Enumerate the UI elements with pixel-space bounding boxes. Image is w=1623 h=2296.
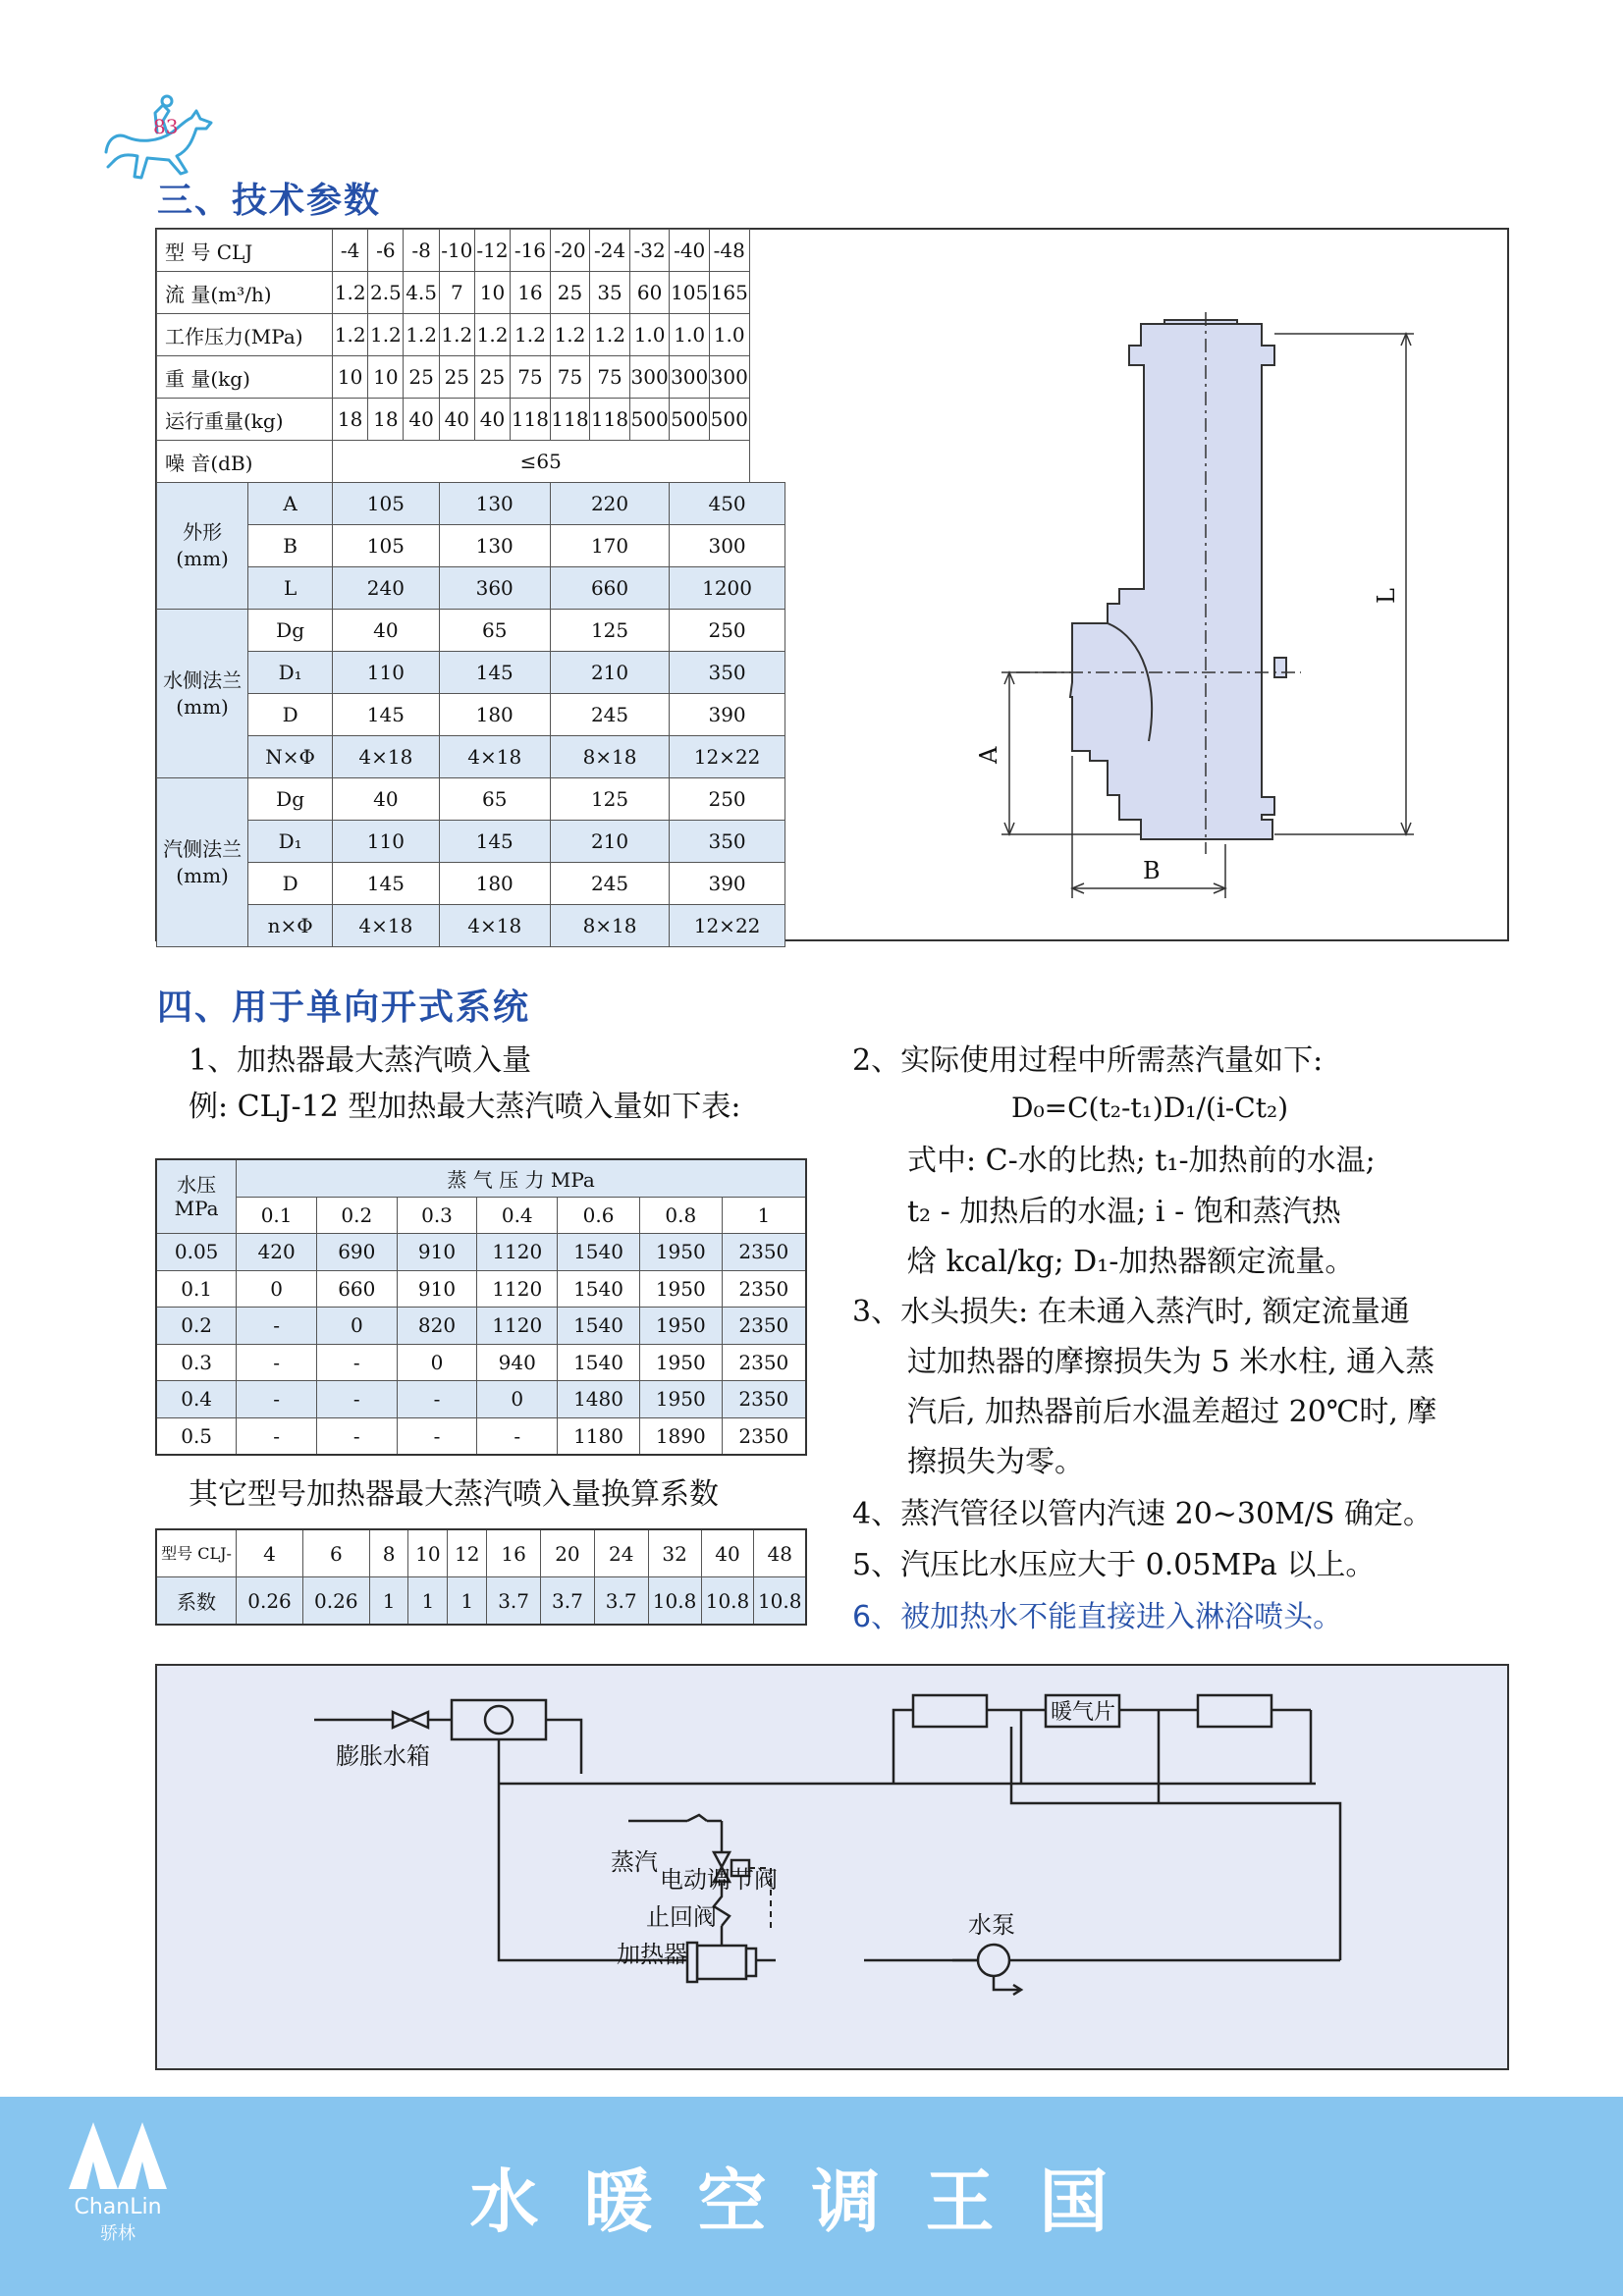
table-cell: 6 <box>302 1529 369 1577</box>
table-cell: 300 <box>670 356 710 399</box>
table-cell: - <box>237 1417 317 1455</box>
table-cell: 1.2 <box>474 314 510 356</box>
section4-title: 四、用于单向开式系统 <box>157 988 531 1028</box>
water-pressure-header: 水压 MPa <box>156 1159 237 1234</box>
table-cell: 130 <box>439 525 550 567</box>
table-cell: - <box>397 1417 477 1455</box>
table-cell: 0.26 <box>237 1577 303 1626</box>
table-cell: 16 <box>487 1529 541 1577</box>
row-header: 0.05 <box>156 1234 237 1271</box>
noise-value: ≤65 <box>333 441 749 483</box>
row-header: 0.5 <box>156 1417 237 1455</box>
conversion-title: 其它型号加热器最大蒸汽喷入量换算系数 <box>189 1477 719 1512</box>
table-cell: 360 <box>439 567 550 610</box>
item5-text: 5、汽压比水压应大于 0.05MPa 以上。 <box>852 1548 1376 1582</box>
table-cell: 8×18 <box>550 905 670 947</box>
label-steam: 蒸汽 <box>611 1848 658 1876</box>
model-cell: -10 <box>439 230 474 272</box>
table-cell: 1 <box>369 1577 408 1626</box>
table-cell: 250 <box>670 778 784 821</box>
label-expansion-tank: 膨胀水箱 <box>336 1742 430 1770</box>
table-cell: 40 <box>701 1529 754 1577</box>
table-cell: 10.8 <box>701 1577 754 1626</box>
dim-name: D₁ <box>248 821 333 863</box>
label-electric-valve: 电动调节阀 <box>660 1866 778 1894</box>
table-cell: 4×18 <box>439 905 550 947</box>
item6-text: 6、被加热水不能直接进入淋浴喷头。 <box>852 1600 1343 1634</box>
table-row <box>156 1381 806 1418</box>
table-cell: 1.0 <box>670 314 710 356</box>
item2-text: 2、实际使用过程中所需蒸汽量如下: <box>852 1043 1324 1078</box>
table-row <box>156 1417 806 1455</box>
explain-line: 焓 kcal/kg; D₁-加热器额定流量。 <box>907 1245 1355 1279</box>
table-cell: - <box>477 1417 558 1455</box>
shape-row-b <box>157 525 893 567</box>
column-header: 1 <box>722 1197 806 1234</box>
table-cell: 300 <box>629 356 670 399</box>
conversion-table <box>155 1528 807 1626</box>
dim-name: Dg <box>248 778 333 821</box>
table-cell: 2350 <box>722 1344 806 1381</box>
column-header: 0.8 <box>639 1197 722 1234</box>
table-cell: - <box>316 1417 397 1455</box>
shape-group-label: 外形(mm) <box>157 483 248 610</box>
row-header: 0.3 <box>156 1344 237 1381</box>
table-cell: 40 <box>333 778 440 821</box>
table-cell: 450 <box>670 483 784 525</box>
table-cell: - <box>316 1344 397 1381</box>
table-cell: 10 <box>474 272 510 314</box>
table-cell: 245 <box>550 863 670 905</box>
table-cell: 40 <box>439 399 474 441</box>
table-cell: 350 <box>670 652 784 694</box>
page-number: 83 <box>153 115 179 138</box>
table-cell: 35 <box>590 272 630 314</box>
table-cell: 1.2 <box>550 314 590 356</box>
table-cell: 1.0 <box>629 314 670 356</box>
table-cell: 4×18 <box>333 736 440 778</box>
item1-text: 1、加热器最大蒸汽喷入量 <box>189 1043 532 1078</box>
table-cell: 910 <box>397 1234 477 1271</box>
table-cell: 18 <box>333 399 368 441</box>
dim-label-l: L <box>1373 588 1400 604</box>
table-cell: 105 <box>333 525 440 567</box>
weight-row <box>157 356 893 399</box>
table-cell: 10 <box>408 1529 448 1577</box>
table-cell: 0 <box>397 1344 477 1381</box>
brand-name: ChanLin <box>74 2195 162 2219</box>
table-cell: 2350 <box>722 1381 806 1418</box>
table-cell: 1540 <box>558 1344 640 1381</box>
row-header: 0.4 <box>156 1381 237 1418</box>
table-cell: 1.2 <box>511 314 551 356</box>
row-header: 0.1 <box>156 1270 237 1308</box>
table-cell: 12×22 <box>670 736 784 778</box>
table-cell: 660 <box>316 1270 397 1308</box>
table-cell: 300 <box>670 525 784 567</box>
table-row <box>156 1234 806 1271</box>
table-cell: 820 <box>397 1308 477 1345</box>
table-cell: 65 <box>439 610 550 652</box>
item3-line: 汽后, 加热器前后水温差超过 20℃时, 摩 <box>907 1395 1437 1429</box>
table-cell: 500 <box>629 399 670 441</box>
table-cell: 210 <box>550 821 670 863</box>
label-radiator: 暖气片 <box>1051 1700 1116 1725</box>
dim-name: N×Φ <box>248 736 333 778</box>
table-cell: 130 <box>439 483 550 525</box>
coef-label: 系数 <box>156 1577 237 1626</box>
explain-line: 式中: C-水的比热; t₁-加热前的水温; <box>907 1144 1376 1178</box>
shape-row-a <box>157 483 893 525</box>
table-cell: 75 <box>590 356 630 399</box>
footer-slogan: 水暖空调王国 <box>469 2162 1154 2242</box>
table-cell: 40 <box>404 399 439 441</box>
model-cell: -6 <box>368 230 404 272</box>
table-cell: 10.8 <box>754 1577 806 1626</box>
table-cell: 180 <box>439 863 550 905</box>
table-row <box>156 1308 806 1345</box>
table-cell: 1890 <box>639 1417 722 1455</box>
table-cell: 1.2 <box>439 314 474 356</box>
model-cell: -40 <box>670 230 710 272</box>
item3-line: 擦损失为零。 <box>907 1445 1084 1479</box>
model-row <box>157 230 893 272</box>
table-cell: 4×18 <box>333 905 440 947</box>
table-cell: 48 <box>754 1529 806 1577</box>
example-text: 例: CLJ-12 型加热最大蒸汽喷入量如下表: <box>189 1090 741 1124</box>
table-cell: 1540 <box>558 1308 640 1345</box>
table-cell: 40 <box>474 399 510 441</box>
table-cell: 118 <box>590 399 630 441</box>
table-cell: 1200 <box>670 567 784 610</box>
table-cell: 1540 <box>558 1270 640 1308</box>
table-cell: 1.2 <box>368 314 404 356</box>
brand-name-cn: 骄林 <box>100 2223 135 2244</box>
table-cell: 4×18 <box>439 736 550 778</box>
row-label: 工作压力(MPa) <box>157 314 333 356</box>
table-cell: 3.7 <box>541 1577 595 1626</box>
formula: D₀=C(t₂-t₁)D₁/(i-Ct₂) <box>1011 1092 1289 1124</box>
column-header: 0.2 <box>316 1197 397 1234</box>
table-cell: 1 <box>408 1577 448 1626</box>
model-label: 型 号 CLJ <box>157 230 333 272</box>
model-cell: -4 <box>333 230 368 272</box>
table-cell: 940 <box>477 1344 558 1381</box>
dim-name: D <box>248 694 333 736</box>
table-cell: 16 <box>511 272 551 314</box>
table-cell: 125 <box>550 610 670 652</box>
section3-title: 三、技术参数 <box>157 181 382 221</box>
dim-name: B <box>248 525 333 567</box>
table-cell: 210 <box>550 652 670 694</box>
table-cell: 8 <box>369 1529 408 1577</box>
explain-line: t₂ - 加热后的水温; i - 饱和蒸汽热 <box>907 1195 1341 1229</box>
table-cell: 25 <box>474 356 510 399</box>
table-cell: 20 <box>541 1529 595 1577</box>
table-cell: 105 <box>333 483 440 525</box>
table-cell: 110 <box>333 821 440 863</box>
steam-injection-table <box>155 1158 807 1456</box>
table-cell: 10 <box>333 356 368 399</box>
steam-flange-group-label: 汽侧法兰(mm) <box>157 778 248 947</box>
table-cell: 170 <box>550 525 670 567</box>
item3-line: 3、水头损失: 在未通入蒸汽时, 额定流量通 <box>852 1295 1410 1329</box>
table-cell: 3.7 <box>487 1577 541 1626</box>
table-cell: 1.2 <box>404 314 439 356</box>
table-cell: 1.2 <box>333 272 368 314</box>
table-cell: - <box>237 1344 317 1381</box>
dim-name: A <box>248 483 333 525</box>
table-cell: 145 <box>333 863 440 905</box>
table-cell: 165 <box>709 272 749 314</box>
table-cell: 1950 <box>639 1344 722 1381</box>
table-cell: 75 <box>511 356 551 399</box>
table-cell: 2350 <box>722 1234 806 1271</box>
water-flange-row <box>157 694 893 736</box>
table-cell: 245 <box>550 694 670 736</box>
tech-params-table <box>156 229 892 947</box>
table-cell: 75 <box>550 356 590 399</box>
table-cell: 660 <box>550 567 670 610</box>
table-cell: 65 <box>439 778 550 821</box>
table-cell: 1.2 <box>333 314 368 356</box>
flow-row <box>157 272 893 314</box>
row-label: 噪 音(dB) <box>157 441 333 483</box>
label-heater: 加热器 <box>617 1941 687 1968</box>
table-cell: 390 <box>670 694 784 736</box>
dim-name: D₁ <box>248 652 333 694</box>
dim-name: L <box>248 567 333 610</box>
dim-name: Dg <box>248 610 333 652</box>
row-label: 运行重量(kg) <box>157 399 333 441</box>
model-cell: -32 <box>629 230 670 272</box>
table-cell: 12 <box>448 1529 487 1577</box>
row-header: 0.2 <box>156 1308 237 1345</box>
table-cell: 2350 <box>722 1270 806 1308</box>
dim-name: D <box>248 863 333 905</box>
table-cell: 390 <box>670 863 784 905</box>
table-cell: 118 <box>550 399 590 441</box>
table-cell: 420 <box>237 1234 317 1271</box>
column-header: 0.4 <box>477 1197 558 1234</box>
model-cell: -12 <box>474 230 510 272</box>
table-cell: 1180 <box>558 1417 640 1455</box>
item3-line: 过加热器的摩擦损失为 5 米水柱, 通入蒸 <box>907 1345 1435 1379</box>
table-cell: 40 <box>333 610 440 652</box>
table-cell: 1950 <box>639 1270 722 1308</box>
table-cell: 1120 <box>477 1234 558 1271</box>
table-cell: 0 <box>237 1270 317 1308</box>
table-cell: 1950 <box>639 1308 722 1345</box>
table-cell: 0 <box>477 1381 558 1418</box>
table-cell: 24 <box>594 1529 648 1577</box>
model-cell: -8 <box>404 230 439 272</box>
dim-label-a: A <box>975 746 1002 764</box>
table-cell: 4 <box>237 1529 303 1577</box>
table-cell: 2.5 <box>368 272 404 314</box>
table-cell: 60 <box>629 272 670 314</box>
system-diagram <box>155 1664 1509 2070</box>
dim-name: n×Φ <box>248 905 333 947</box>
table-cell: 1 <box>448 1577 487 1626</box>
table-cell: 250 <box>670 610 784 652</box>
table-cell: 125 <box>550 778 670 821</box>
table-cell: 110 <box>333 652 440 694</box>
row-label: 流 量(m³/h) <box>157 272 333 314</box>
table-cell: 118 <box>511 399 551 441</box>
table-cell: 8×18 <box>550 736 670 778</box>
table-cell: 690 <box>316 1234 397 1271</box>
column-header: 0.1 <box>237 1197 317 1234</box>
table-cell: 1950 <box>639 1234 722 1271</box>
table-cell: 12×22 <box>670 905 784 947</box>
table-cell: 1120 <box>477 1308 558 1345</box>
model-cell: -20 <box>550 230 590 272</box>
model-cell: -16 <box>511 230 551 272</box>
steam-pressure-header: 蒸 气 压 力 MPa <box>237 1159 806 1197</box>
table-cell: 7 <box>439 272 474 314</box>
table-cell: 10 <box>368 356 404 399</box>
table-cell: - <box>237 1381 317 1418</box>
table-row <box>156 1344 806 1381</box>
table-cell: 500 <box>709 399 749 441</box>
table-cell: 1540 <box>558 1234 640 1271</box>
table-cell: 145 <box>439 821 550 863</box>
table-cell: 145 <box>439 652 550 694</box>
table-row <box>156 1270 806 1308</box>
column-header: 0.3 <box>397 1197 477 1234</box>
table-cell: 1480 <box>558 1381 640 1418</box>
steam-flange-row <box>157 821 893 863</box>
table-cell: - <box>397 1381 477 1418</box>
table-cell: 1120 <box>477 1270 558 1308</box>
table-cell: 0.26 <box>302 1577 369 1626</box>
model-cell: -24 <box>590 230 630 272</box>
dim-label-b: B <box>1143 857 1161 884</box>
table-cell: 1.0 <box>709 314 749 356</box>
column-header: 0.6 <box>558 1197 640 1234</box>
water-flange-row <box>157 610 893 652</box>
table-cell: 240 <box>333 567 440 610</box>
table-cell: 3.7 <box>594 1577 648 1626</box>
item4-text: 4、蒸汽管径以管内汽速 20~30M/S 确定。 <box>852 1497 1434 1531</box>
label-check-valve: 止回阀 <box>646 1903 717 1931</box>
model-cell: -48 <box>709 230 749 272</box>
label-pump: 水泵 <box>968 1911 1015 1939</box>
pressure-row <box>157 314 893 356</box>
steam-flange-row <box>157 863 893 905</box>
table-cell: 1950 <box>639 1381 722 1418</box>
steam-flange-row <box>157 905 893 947</box>
shape-row-l <box>157 567 893 610</box>
table-cell: 300 <box>709 356 749 399</box>
table-cell: 500 <box>670 399 710 441</box>
piping-schematic <box>157 1666 1507 2068</box>
table-cell: 105 <box>670 272 710 314</box>
table-cell: 220 <box>550 483 670 525</box>
table-cell: 18 <box>368 399 404 441</box>
water-flange-group-label: 水侧法兰(mm) <box>157 610 248 778</box>
heater-drawing <box>962 294 1434 923</box>
table-cell: 4.5 <box>404 272 439 314</box>
table-cell: 25 <box>404 356 439 399</box>
table-cell: 25 <box>439 356 474 399</box>
table-cell: 25 <box>550 272 590 314</box>
table-cell: 180 <box>439 694 550 736</box>
table-cell: 910 <box>397 1270 477 1308</box>
water-flange-row <box>157 736 893 778</box>
table-cell: 1.2 <box>590 314 630 356</box>
row-label: 重 量(kg) <box>157 356 333 399</box>
table-cell: 350 <box>670 821 784 863</box>
table-cell: 145 <box>333 694 440 736</box>
model-label: 型号 CLJ- <box>156 1529 237 1577</box>
table-cell: 2350 <box>722 1308 806 1345</box>
steam-flange-row <box>157 778 893 821</box>
water-flange-row <box>157 652 893 694</box>
table-cell: 2350 <box>722 1417 806 1455</box>
table-cell: 10.8 <box>648 1577 701 1626</box>
noise-row <box>157 441 893 483</box>
table-cell: 0 <box>316 1308 397 1345</box>
table-cell: - <box>237 1308 317 1345</box>
run-weight-row <box>157 399 893 441</box>
table-cell: 32 <box>648 1529 701 1577</box>
table-cell: - <box>316 1381 397 1418</box>
